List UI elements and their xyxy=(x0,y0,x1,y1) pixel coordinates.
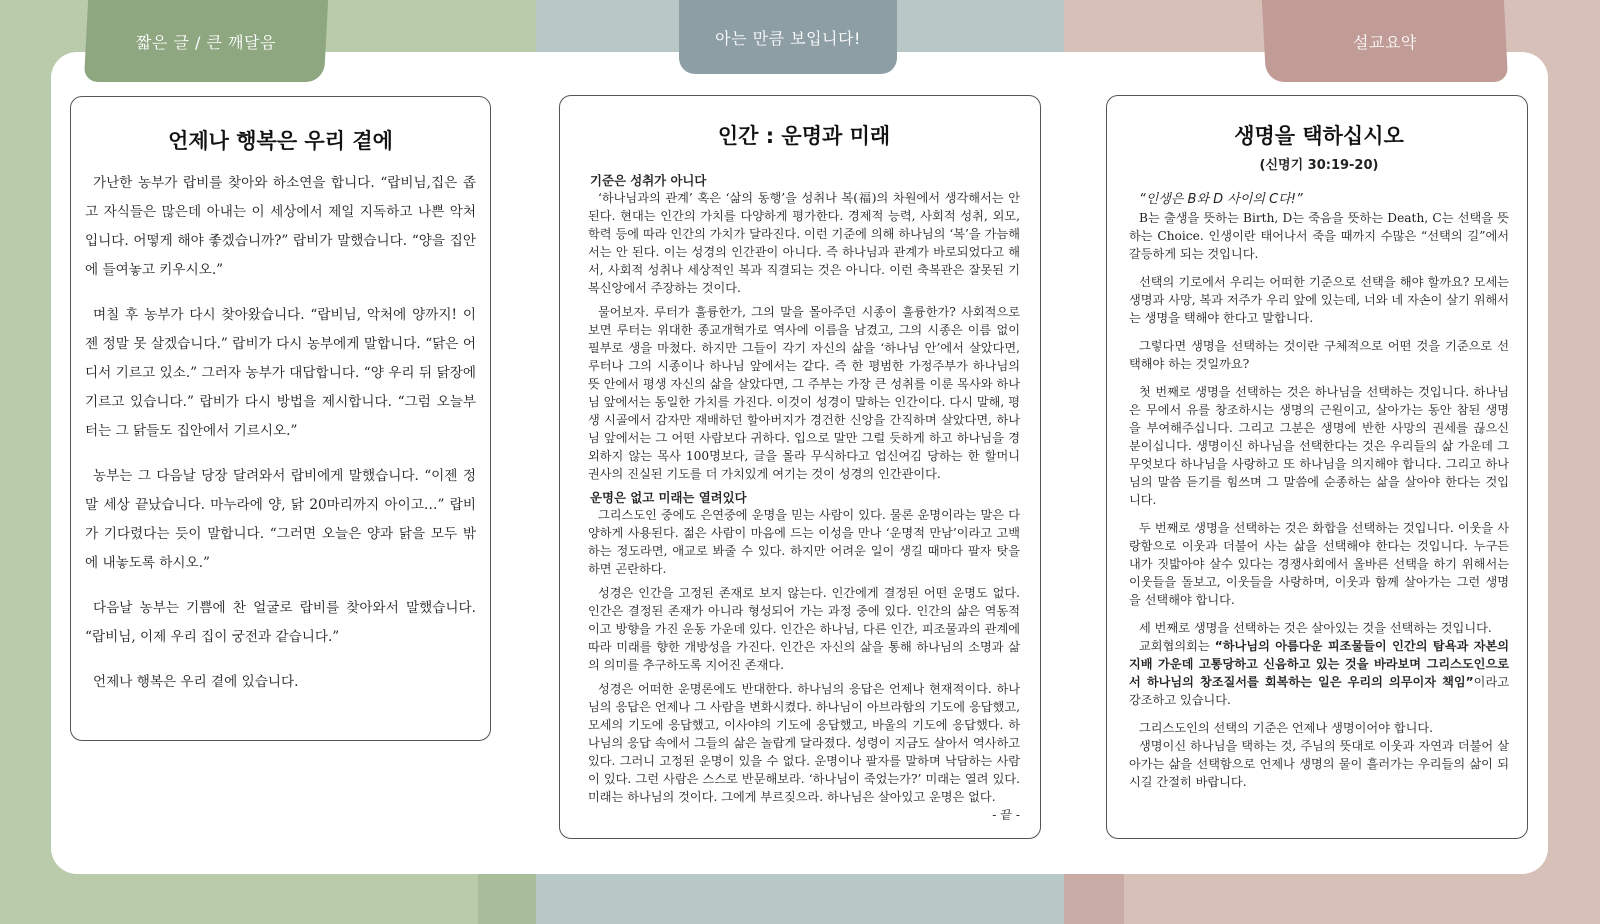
tab-know-and-see xyxy=(679,0,897,74)
bottom-strip xyxy=(0,874,1600,924)
middle-paragraph: 성경은 인간을 고정된 존재로 보지 않는다. 인간에게 결정된 어떤 운명도 없다. 인간은 결정된 존재가 아니라 형성되어 가는 과정 중에 있다. 인간의 삶은 역동적이고 방향을 가진 운동 가운데 있다. 인간은 하나님, 다른 인간, 피조물과의 관계에 따라 미래를 향한 개방성을 가진다. 인간은 자신의 삶을 통해 하나님의 소명과 삶의 의미를 추구하도록 지어진 존재다. xyxy=(588,586,1020,672)
section-heading: 기준은 성취가 아니다 xyxy=(590,173,707,188)
left-paragraph: 가난한 농부가 랍비를 찾아와 하소연을 합니다. “랍비님,집은 좁고 자식들은 많은데 아내는 이 세상에서 제일 지독하고 나쁜 악처입니다. 어떻게 해야 좋겠습니까?” 랍비가 말했습니다. “양을 집안에 들여놓고 키우시오.” xyxy=(85,175,476,278)
council-quote: “하나님의 아름다운 피조물들이 인간의 탐욕과 자본의 지배 가운데 고통당하고 신음하고 있는 것을 바라보며 그리스도인으로서 하나님의 창조질서를 회복하는 일은 우리의 의무이자 책임” xyxy=(1129,639,1510,689)
middle-paragraph: 물어보자. 루터가 훌륭한가, 그의 말을 몰아주던 시종이 훌륭한가? 사회적으로 보면 루터는 위대한 종교개혁가로 역사에 이름을 남겼고, 그의 시종은 이름 없이 필부로 생을 마쳤다. 하지만 그들이 각기 자신의 삶을 ‘하나님 안’에서 살았다면, 루터나 그의 시종이나 하나님 앞에서는 같다. 즉 한 평범한 가정주부가 하나님의 뜻 안에서 평생 자신의 삶을 살았다면, 그 주부는 가장 큰 성취를 이룬 목사와 하나님 앞에서는 동일한 가치를 가진다. 이것이 성경이 말하는 인간이다. 다시 말해, 평생 시골에서 감자만 재배하던 할아버지가 경건한 신앙을 간직하며 살았다면, 하나님 앞에서는 그 어떤 사람보다 귀하다. 입으로 말만 그럴 듯하게 하고 하나님을 경외하지 않는 목사 100명보다, 글을 몰라 무식하다고 업신여김 당하는 한 할머니 권사의 진실된 기도를 더 가치있게 여기는 것이 성경의 인간관이다. xyxy=(588,305,1020,481)
right-paragraph: 두 번째로 생명을 선택하는 것은 화합을 선택하는 것입니다. 이웃을 사랑함으로 이웃과 더불어 사는 삶을 선택해야 한다는 것입니다. 누구든 내가 짓밟아야 살수 있다는 경쟁사회에서 올바른 선택을 하기 위해서는 이웃들을 돌보고, 이웃들을 사랑하며, 이웃과 함께 살아가는 그런 생명을 선택해야 합니다. xyxy=(1129,521,1509,607)
left-panel-title: 언제나 행복은 우리 곁에 xyxy=(168,129,393,153)
end-mark: - 끝 - xyxy=(992,808,1020,822)
middle-paragraph xyxy=(588,680,1020,822)
tab-sermon-summary xyxy=(1262,0,1508,82)
tab-sermon-summary-label: 설교요약 xyxy=(1353,32,1417,52)
left-paragraph: 며칠 후 농부가 다시 찾아왔습니다. “랍비님, 악처에 양까지! 이젠 정말 못 살겠습니다.” 랍비가 다시 농부에게 말합니다. “닭은 어디서 기르고 있소.” 그러자 농부가 대답합니다. “양 우리 뒤 닭장에 기르고 있습니다.” 랍비가 다시 방법을 제시합니다. “그럼 오늘부터는 그 닭들도 집안에서 기르시오.” xyxy=(85,307,476,439)
right-panel xyxy=(1106,95,1528,839)
right-paragraph: 선택의 기로에서 우리는 어떠한 기준으로 선택을 해야 할까요? 모세는 생명과 사망, 복과 저주가 우리 앞에 있는데, 너와 네 자손이 살기 위해서는 생명을 택해야 한다고 말합니다. xyxy=(1129,275,1510,325)
right-paragraph: 세 번째로 생명을 선택하는 것은 살아있는 것을 선택하는 것입니다. xyxy=(1139,621,1492,635)
left-panel xyxy=(70,96,491,741)
tab-know-and-see-label: 아는 만큼 보입니다! xyxy=(715,28,861,48)
middle-panel-title: 인간 : 운명과 미래 xyxy=(717,124,891,148)
middle-paragraph: ‘하나님과의 관계’ 혹은 ‘삶의 동행’을 성취나 복(福)의 차원에서 생각해서는 안 된다. 현대는 인간의 가치를 다양하게 평가한다. 경제적 능력, 사회적 성취, 외모, 학력 등에 따라 인간의 가치가 달라진다. 이런 기준에 의해 하나님의 ‘복’을 가늠해서는 안 된다. 이는 성경의 인간관이 아니다. 즉 하나님과 관계가 바로되었다고 해서, 사회적 성취나 세상적인 복과 직결되는 것은 아니다. 이런 축복관은 잘못된 기복신앙에서 주장하는 것이다. xyxy=(588,191,1020,295)
right-paragraph: 그렇다면 생명을 선택하는 것이란 구체적으로 어떤 것을 기준으로 선택해야 하는 것일까요? xyxy=(1129,339,1509,371)
closing-paragraph: 생명이신 하나님을 택하는 것, 주님의 뜻대로 이웃과 자연과 더불어 살아가는 삶을 선택함으로 언제나 생명의 물이 흘러가는 우리들의 삶이 되시길 간절히 바랍니다. xyxy=(1129,739,1509,789)
middle-paragraph: 그리스도인 중에도 은연중에 운명을 믿는 사람이 있다. 물론 운명이라는 말은 다양하게 사용된다. 젊은 사람이 마음에 드는 이성을 만나 ‘운명적 만남’이라고 고백하는 정도라면, 애교로 봐줄 수 있다. 하지만 어려운 일이 생길 때마다 팔자 탓을 하면 곤란하다. xyxy=(588,508,1020,576)
council-suffix: 이라고 강조하고 있습니다. xyxy=(1129,675,1509,707)
closing-line: 그리스도인의 선택의 기준은 언제나 생명이어야 합니다. xyxy=(1139,721,1434,735)
middle-paragraph-text: 성경은 어떠한 운명론에도 반대한다. 하나님의 응답은 언제나 현재적이다. 하나님의 응답은 언제나 그 사람을 변화시켰다. 하나님이 아브라함의 기도에 응답했고, 모세의 기도에 응답했고, 이사야의 기도에 응답했고, 바울의 기도에 응답했다. 하나님의 응답 속에서 그들의 삶은 놀랍게 달라졌다. 성령이 지금도 살아서 역사하고 있다. 그러니 고정된 운명이 있을 수 없다. 운명이나 팔자를 말하며 낙담하는 사람이 있다. 그런 사람은 스스로 반문해보라. ‘하나님이 죽었는가?’ 미래는 열려 있다. 미래는 하나님의 것이다. 그에게 부르짖으라. 하나님은 살아있고 운명은 없다. xyxy=(588,682,1020,804)
left-paragraph: 언제나 행복은 우리 곁에 있습니다. xyxy=(93,674,299,690)
middle-panel xyxy=(559,95,1041,839)
section-heading: 운명은 없고 미래는 열려있다 xyxy=(590,490,747,505)
tab-short-writing xyxy=(84,0,328,82)
right-paragraph: 첫 번째로 생명을 선택하는 것은 하나님을 선택하는 것입니다. 하나님은 무에서 유를 창조하시는 생명의 근원이고, 살아가는 동안 참된 생명을 부여해주십니다. 그리고 그분은 생명에 반한 사망의 권세를 끊으신 분이십니다. 생명이신 하나님을 선택한다는 것은 우리들의 삶 가운데 그 무엇보다 하나님을 사랑하고 또 하나님을 의지해야 합니다. 그리고 하나님의 말씀 듣기를 힘쓰며 그 말씀에 순종하는 삶을 살아야 한다는 것입니다. xyxy=(1129,385,1509,507)
right-paragraph: B는 출생을 뜻하는 Birth, D는 죽음을 뜻하는 Death, C는 선택을 뜻하는 Choice. 인생이란 태어나서 죽을 때까지 수많은 “선택의 길”에서 갈등하게 되는 것입니다. xyxy=(1129,211,1509,261)
left-paragraph: 농부는 그 다음날 당장 달려와서 랍비에게 말했습니다. “이젠 정말 세상 끝났습니다. 마누라에 양, 닭 20마리까지 아이고…” 랍비가 기다렸다는 듯이 말합니다. “그러면 오늘은 양과 닭을 모두 밖에 내놓도록 하시오.” xyxy=(85,468,476,571)
council-paragraph xyxy=(1129,637,1509,709)
scripture-reference: (신명기 30:19-20) xyxy=(1259,158,1379,173)
council-prefix: 교회협의회는 xyxy=(1139,639,1215,653)
opening-quote: “인생은 B와 D 사이의 C다!” xyxy=(1139,192,1303,207)
left-paragraph: 다음날 농부는 기쁨에 찬 얼굴로 랍비를 찾아와서 말했습니다. “랍비님, 이제 우리 집이 궁전과 같습니다.” xyxy=(85,600,476,645)
tab-short-writing-label: 짧은 글 / 큰 깨달음 xyxy=(136,32,276,52)
right-panel-title: 생명을 택하십시오 xyxy=(1234,124,1404,148)
